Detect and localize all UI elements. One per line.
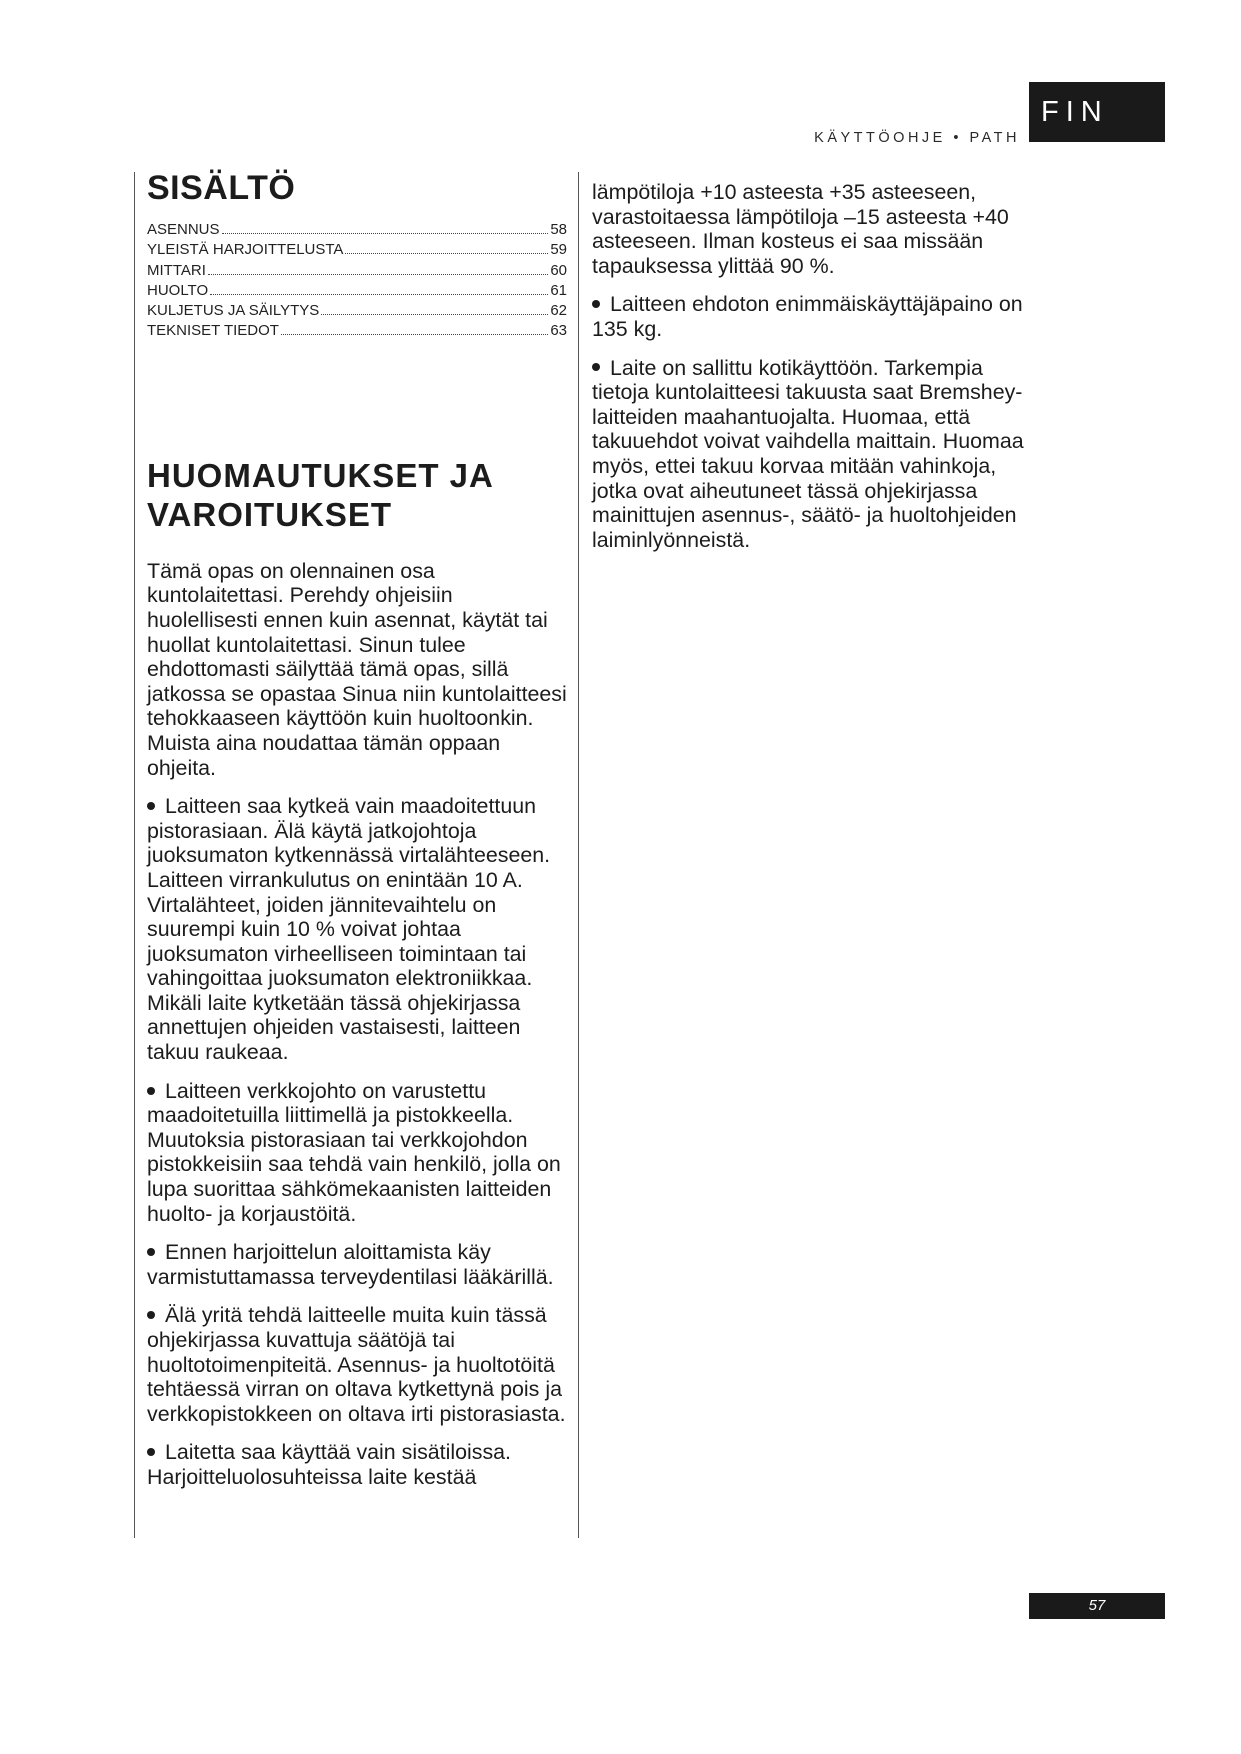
- page-number: 57: [1029, 1593, 1165, 1619]
- left-column: [147, 166, 567, 1490]
- bullet-icon: [147, 1248, 155, 1256]
- warning-text: Älä yritä tehdä laitteelle muita kuin tässä ohjekirjassa kuvattuja säätöjä tai huoltotoimenpiteitä. Asennus- ja huoltotöitä tehtäessä virran on oltava kytkettynä pois ja verkkopistokkeen on oltava irti pistorasiasta.: [147, 1303, 566, 1426]
- center-column-rule: [578, 172, 579, 1538]
- warning-item: [147, 1303, 567, 1426]
- warning-item: [147, 1240, 567, 1289]
- toc-entry[interactable]: [147, 240, 567, 260]
- toc-entry-page: 60: [550, 261, 567, 279]
- toc-title: SISÄLTÖ: [147, 169, 296, 207]
- toc-entry-label: MITTARI: [147, 261, 206, 279]
- bullet-icon: [592, 300, 600, 308]
- toc-entry-label: TEKNISET TIEDOT: [147, 322, 279, 340]
- toc-entry-label: HUOLTO: [147, 281, 209, 299]
- toc-entry[interactable]: [147, 281, 567, 301]
- toc-entry[interactable]: [147, 301, 567, 321]
- toc-entry-page: 59: [550, 241, 567, 259]
- toc-leader: [210, 294, 548, 295]
- toc-entry[interactable]: [147, 261, 567, 281]
- warnings-title: HUOMAUTUKSET JA VAROITUKSET: [147, 456, 493, 533]
- toc-entry-page: 58: [550, 221, 567, 238]
- toc-leader: [222, 233, 549, 234]
- table-of-contents: [147, 220, 567, 342]
- warning-continuation: lämpötiloja +10 asteesta +35 asteeseen, varastoitaessa lämpötiloja –15 asteesta +40 asteeseen. Ilman kosteus ei saa missään tapauksessa ylittää 90 %.: [592, 180, 1009, 278]
- warning-text: Laitteen saa kytkeä vain maadoitettuun pistorasiaan. Älä käytä jatkojohtoja juoksumaton kytkennässä virtalähteeseen. Laitteen virrankulutus on enintään 10 A. Virtalähteet, joiden jännitevaihtelu on suurempi kuin 10 % voivat johtaa juoksumaton virheelliseen toimintaan tai vahingoittaa juoksumaton elektroniikkaa. Mikäli laite kytketään tässä ohjekirjassa annettujen ohjeiden vastaisesti, laitteen takuu raukeaa.: [147, 794, 551, 1065]
- warning-item: [147, 794, 567, 1065]
- toc-entry-label: KULJETUS JA SÄILYTYS: [147, 302, 320, 320]
- warning-item: [147, 1440, 567, 1489]
- toc-leader: [345, 253, 548, 254]
- running-header: KÄYTTÖOHJE • PATH: [814, 130, 1020, 146]
- warning-text: Laitetta saa käyttää vain sisätiloissa. Harjoitteluolosuhteissa laite kestää: [147, 1440, 511, 1489]
- warning-text: Laite on sallittu kotikäyttöön. Tarkempia tietoja kuntolaitteesi takuusta saat Bremshey-laitteiden maahantuojalta. Huomaa, että takuuehdot voivat vaihdella maittain. Huomaa myös, ettei takuu korvaa mitään vahinkoja, jotka ovat aiheutuneet tässä ohjekirjassa mainittujen asennus-, säätö- ja huoltohjeiden laiminlyönneistä.: [592, 355, 1024, 552]
- warning-item: [147, 1079, 567, 1227]
- warning-text: Ennen harjoittelun aloittamista käy varmistuttamassa terveydentilasi lääkärillä.: [147, 1240, 554, 1289]
- bullet-icon: [592, 363, 600, 371]
- warning-item: [592, 356, 1032, 553]
- warning-text: Laitteen verkkojohto on varustettu maadoitetuilla liittimellä ja pistokkeella. Muutoksia pistorasiaan tai verkkojohdon pistokkeisiin saa tehdä vain henkilö, jolla on lupa suorittaa sähkömekaanisten laitteiden huolto- ja korjaustöitä.: [147, 1078, 561, 1226]
- toc-leader: [208, 274, 548, 275]
- right-column: [592, 180, 1032, 552]
- bullet-icon: [147, 1448, 155, 1456]
- toc-leader: [321, 314, 548, 315]
- toc-entry[interactable]: [147, 220, 567, 240]
- toc-entry-page: 61: [550, 281, 567, 299]
- left-column-rule: [134, 172, 135, 1538]
- language-badge: FIN: [1029, 82, 1165, 142]
- toc-leader: [281, 334, 548, 335]
- toc-entry-label: ASENNUS: [147, 221, 220, 238]
- toc-entry-page: 63: [550, 322, 567, 340]
- bullet-icon: [147, 802, 155, 810]
- bullet-icon: [147, 1087, 155, 1095]
- bullet-icon: [147, 1311, 155, 1319]
- toc-entry-page: 62: [550, 302, 567, 320]
- warning-text: Laitteen ehdoton enimmäiskäyttäjäpaino on 135 kg.: [592, 292, 1023, 341]
- warnings-intro: Tämä opas on olennainen osa kuntolaitettasi. Perehdy ohjeisiin huolellisesti ennen kuin asennat, käytät tai huollat kuntolaitettasi. Sinun tulee ehdottomasti säilyttää tämä opas, sillä jatkossa se opastaa Sinua niin kuntolaitteesi tehokkaaseen käyttöön kuin huoltoonkin. Muista aina noudattaa tämän oppaan ohjeita.: [147, 558, 567, 780]
- toc-entry-label: YLEISTÄ HARJOITTELUSTA: [147, 241, 344, 259]
- warning-item: [592, 292, 1032, 341]
- toc-entry[interactable]: [147, 321, 567, 341]
